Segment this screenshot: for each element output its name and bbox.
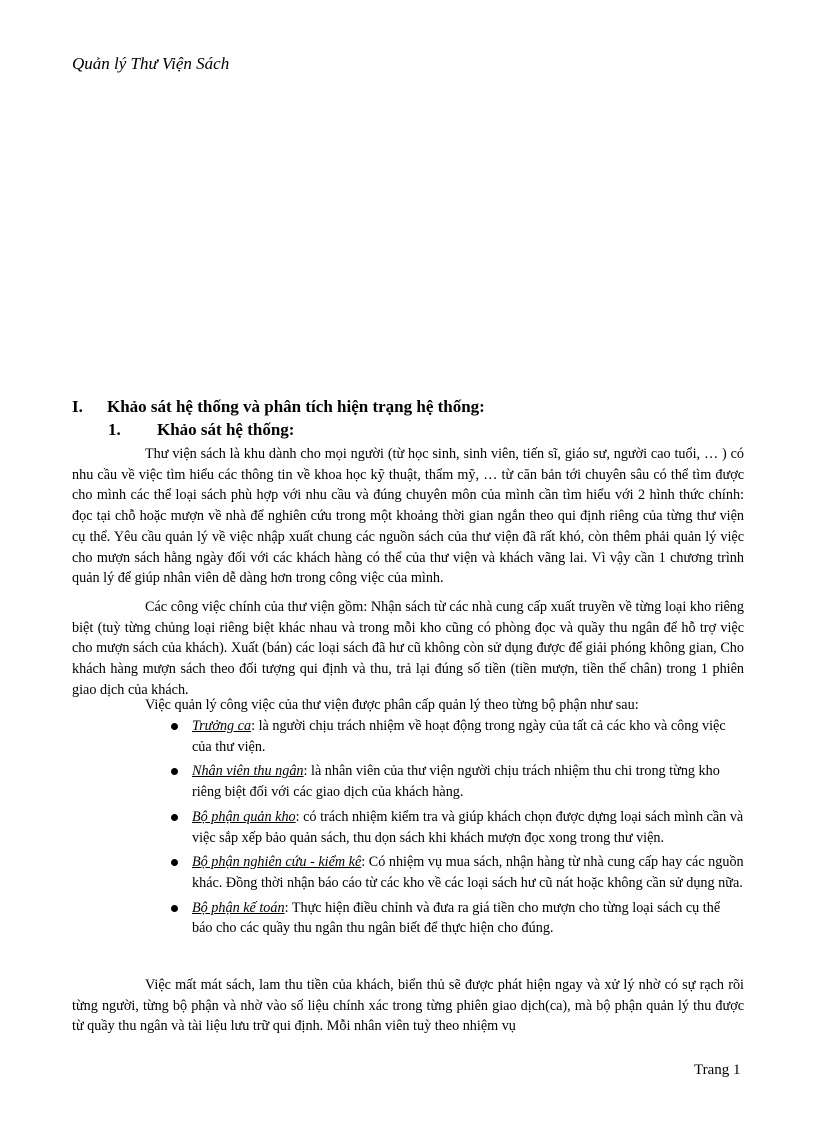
list-item xyxy=(192,898,744,939)
bullet-icon xyxy=(171,723,178,730)
role-description: : Có nhiệm vụ mua sách, nhận hàng từ nhà cung cấp hay các nguồn khác. Đồng thời nhận báo cáo từ các kho về các loại sách hư cũ nát hoặc không cần sử dụng nữa. xyxy=(192,854,744,891)
bullet-icon xyxy=(171,905,178,912)
role-description: : là người chịu trách nhiệm về hoạt động trong ngày của tất cả các kho và công việc của thư viện. xyxy=(192,718,726,755)
page-number: Trang 1 xyxy=(694,1062,741,1078)
role-term: Trưởng ca xyxy=(192,718,252,734)
list-item xyxy=(192,807,744,848)
role-term: Nhân viên thu ngân xyxy=(192,763,304,780)
subsection-number: 1. xyxy=(108,420,121,439)
roles-list xyxy=(192,716,744,943)
role-description: : có trách nhiệm kiểm tra và giúp khách chọn được dựng loại sách mình cần và việc sắp xếp bảo quản sách, thu dọn sách khi khách mượn đọc xong trong thư viện. xyxy=(192,808,744,846)
role-description: : Thực hiện điều chỉnh và đưa ra giá tiền cho mượn cho từng loại sách cụ thể báo cho các quầy thu ngân thu ngân biết để thực hiện cho đúng. xyxy=(192,899,721,937)
role-description: : là nhân viên của thư viện người chịu trách nhiệm thu chi trong từng kho riêng biệt đối với các giao dịch của khách hàng. xyxy=(192,763,720,801)
paragraph-management-intro: Việc quản lý công việc của thư viện được phân cấp quản lý theo từng bộ phận như sau: xyxy=(145,697,639,713)
role-term: Bộ phận kế toán xyxy=(192,899,285,916)
subsection-heading-1-1 xyxy=(108,420,294,440)
section-heading-1 xyxy=(72,397,485,417)
paragraph-main-tasks: Các công việc chính của thư viện gồm: Nhận sách từ các nhà cung cấp xuất truyền về từng loại kho riêng biệt (tuỳ từng chủng loại riêng biệt khác nhau và trong mỗi kho cũng có phòng đọc và quầy thu ngân để hỗ trợ việc cho mượn sách của khách). Xuất (bán) các loại sách đã hư cũ không còn sử dụng được để giải phóng không gian, Cho khách hàng mượn sách theo đối tượng qui định và thu, trả lại đúng số tiền (tiền mượn, tiền thế chân) trong 1 phiên giao dịch của khách. xyxy=(72,599,744,698)
paragraph-intro: Thư viện sách là khu dành cho mọi người (từ học sinh, sinh viên, tiến sĩ, giáo sư, người cao tuổi, … ) có nhu cầu về việc tìm hiểu các thông tin về khoa học kỹ thuật, thẩm mỹ, … từ căn bản tới chuyên sâu có thể tìm được cho mình các thể loại sách phù hợp với nhu cầu và đúng chuyên môn của mình cần tìm hiểu với 2 hình thức chính: đọc tại chỗ hoặc mượn về nhà để nghiên cứu trong một khoảng thời gian ngắn theo qui định riêng của từng thư viện cụ thể. Yêu cầu quản lý về việc nhập xuất chung các nguồn sách của thư viện đã rất khó, còn thêm phải quản lý việc cho mượn sách hằng ngày đối với các khách hàng có thể của thư viện và khách vãng lai. Vì vậy cần 1 chương trình quản lý để giúp nhân viên dễ dàng hơn trong công việc của mình. xyxy=(72,446,744,587)
role-term: Bộ phận quản kho xyxy=(192,808,296,825)
list-item xyxy=(192,716,744,757)
running-header: Quản lý Thư Viện Sách xyxy=(72,54,230,73)
list-item xyxy=(192,761,744,802)
bullet-icon xyxy=(171,768,178,775)
subsection-title: Khảo sát hệ thống: xyxy=(157,420,295,439)
bullet-icon xyxy=(171,814,178,821)
section-title: Khảo sát hệ thống và phân tích hiện trạng hệ thống: xyxy=(107,397,485,416)
section-number: I. xyxy=(72,397,83,416)
list-item xyxy=(192,852,744,893)
bullet-icon xyxy=(171,859,178,866)
role-term: Bộ phận nghiên cứu - kiểm kê xyxy=(192,854,362,871)
paragraph-loss-control: Việc mất mát sách, lam thu tiền của khách, biển thủ sẽ được phát hiện ngay và xử lý nhờ có sự rạch rõi từng người, từng bộ phận và nhờ vào số liệu chính xác trong từng phiên giao dịch(ca), mà bộ phận quản lý thu được từ quầy thu ngân và tài liệu lưu trữ qui định. Mỗi nhân viên tuỳ theo nhiệm vụ xyxy=(72,977,744,1035)
